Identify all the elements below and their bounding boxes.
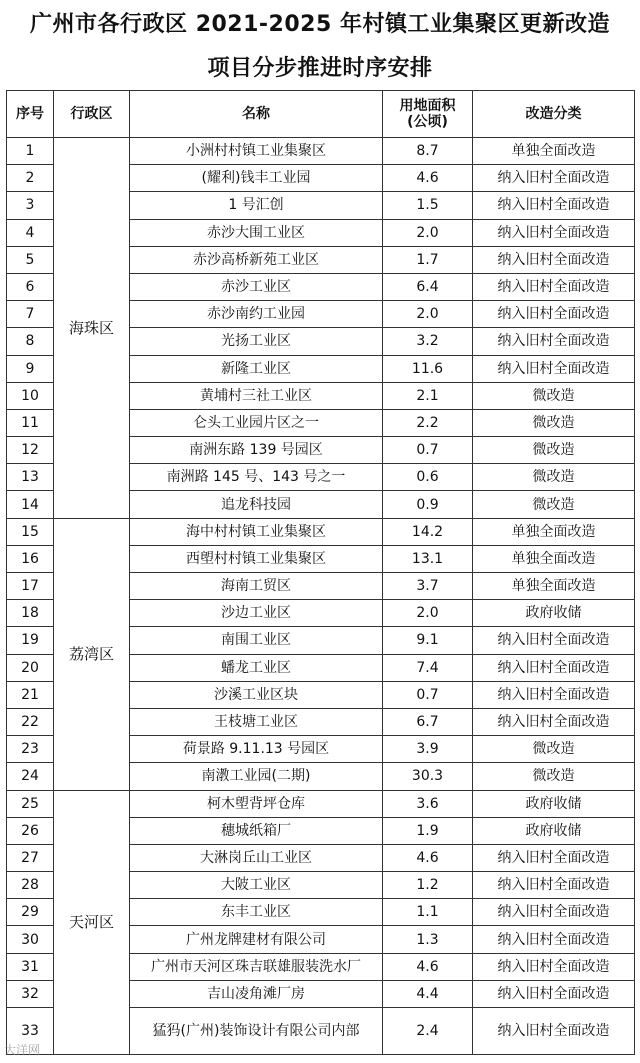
cell-category: 纳入旧村全面改造	[473, 872, 635, 899]
cell-area: 0.6	[383, 464, 473, 491]
cell-district: 海珠区	[54, 138, 130, 519]
cell-area: 6.4	[383, 273, 473, 300]
cell-seq: 1	[7, 138, 54, 165]
cell-seq: 14	[7, 491, 54, 518]
cell-seq: 25	[7, 790, 54, 817]
cell-area: 3.7	[383, 573, 473, 600]
cell-name: 追龙科技园	[130, 491, 383, 518]
cell-area: 4.6	[383, 844, 473, 871]
cell-category: 单独全面改造	[473, 545, 635, 572]
cell-area: 11.6	[383, 355, 473, 382]
cell-seq: 11	[7, 409, 54, 436]
cell-area: 0.7	[383, 681, 473, 708]
cell-category: 纳入旧村全面改造	[473, 1008, 635, 1055]
header-category: 改造分类	[473, 91, 635, 138]
schedule-table	[6, 90, 635, 1055]
cell-category: 纳入旧村全面改造	[473, 165, 635, 192]
cell-category: 纳入旧村全面改造	[473, 273, 635, 300]
cell-seq: 7	[7, 301, 54, 328]
cell-seq: 20	[7, 654, 54, 681]
cell-seq: 17	[7, 573, 54, 600]
cell-name: 赤沙南约工业园	[130, 301, 383, 328]
cell-area: 1.3	[383, 926, 473, 953]
cell-category: 纳入旧村全面改造	[473, 192, 635, 219]
watermark: 大洋网	[4, 1043, 41, 1057]
cell-seq: 18	[7, 600, 54, 627]
cell-area: 1.2	[383, 872, 473, 899]
cell-area: 30.3	[383, 763, 473, 790]
cell-category: 微改造	[473, 382, 635, 409]
cell-seq: 21	[7, 681, 54, 708]
cell-area: 4.6	[383, 953, 473, 980]
table-row	[7, 518, 635, 545]
cell-category: 微改造	[473, 437, 635, 464]
cell-name: 东丰工业区	[130, 899, 383, 926]
cell-district: 天河区	[54, 790, 130, 1055]
cell-area: 13.1	[383, 545, 473, 572]
cell-area: 2.0	[383, 219, 473, 246]
cell-category: 纳入旧村全面改造	[473, 926, 635, 953]
cell-area: 2.0	[383, 301, 473, 328]
cell-area: 2.0	[383, 600, 473, 627]
cell-seq: 19	[7, 627, 54, 654]
cell-seq: 8	[7, 328, 54, 355]
cell-area: 3.6	[383, 790, 473, 817]
cell-category: 纳入旧村全面改造	[473, 301, 635, 328]
cell-name: 仑头工业园片区之一	[130, 409, 383, 436]
cell-category: 微改造	[473, 491, 635, 518]
cell-name: 沙边工业区	[130, 600, 383, 627]
cell-seq: 26	[7, 817, 54, 844]
cell-category: 政府收储	[473, 600, 635, 627]
cell-seq: 12	[7, 437, 54, 464]
cell-area: 9.1	[383, 627, 473, 654]
cell-area: 1.9	[383, 817, 473, 844]
cell-category: 微改造	[473, 763, 635, 790]
cell-category: 微改造	[473, 464, 635, 491]
cell-name: 西塱村村镇工业集聚区	[130, 545, 383, 572]
cell-district: 荔湾区	[54, 518, 130, 790]
cell-category: 纳入旧村全面改造	[473, 953, 635, 980]
cell-name: 南洲东路 139 号园区	[130, 437, 383, 464]
cell-seq: 22	[7, 708, 54, 735]
document-title-line2: 项目分步推进时序安排	[207, 56, 433, 81]
cell-seq: 3	[7, 192, 54, 219]
cell-name: 蟠龙工业区	[130, 654, 383, 681]
cell-category: 纳入旧村全面改造	[473, 246, 635, 273]
cell-category: 纳入旧村全面改造	[473, 980, 635, 1007]
header-district: 行政区	[54, 91, 130, 138]
cell-name: 南洲路 145 号、143 号之一	[130, 464, 383, 491]
cell-seq: 24	[7, 763, 54, 790]
cell-name: (耀利)钱丰工业园	[130, 165, 383, 192]
cell-name: 赤沙大围工业区	[130, 219, 383, 246]
cell-name: 王枝塘工业区	[130, 708, 383, 735]
cell-area: 0.9	[383, 491, 473, 518]
cell-seq: 5	[7, 246, 54, 273]
cell-name: 大陂工业区	[130, 872, 383, 899]
table-row	[7, 790, 635, 817]
cell-area: 8.7	[383, 138, 473, 165]
cell-category: 纳入旧村全面改造	[473, 654, 635, 681]
cell-seq: 33	[7, 1008, 54, 1055]
cell-name: 南漖工业园(二期)	[130, 763, 383, 790]
cell-seq: 23	[7, 736, 54, 763]
cell-category: 单独全面改造	[473, 573, 635, 600]
table-body	[7, 138, 635, 1055]
cell-category: 单独全面改造	[473, 518, 635, 545]
header-name: 名称	[130, 91, 383, 138]
cell-name: 新隆工业区	[130, 355, 383, 382]
cell-name: 海南工贸区	[130, 573, 383, 600]
cell-area: 14.2	[383, 518, 473, 545]
cell-name: 穗城纸箱厂	[130, 817, 383, 844]
cell-category: 政府收储	[473, 817, 635, 844]
cell-category: 纳入旧村全面改造	[473, 844, 635, 871]
header-area-line2: (公顷)	[407, 114, 448, 130]
cell-category: 微改造	[473, 736, 635, 763]
header-area	[383, 91, 473, 138]
cell-area: 1.5	[383, 192, 473, 219]
cell-name: 广州市天河区珠吉联雄服装洗水厂	[130, 953, 383, 980]
cell-name: 沙溪工业区块	[130, 681, 383, 708]
table-row	[7, 138, 635, 165]
cell-seq: 15	[7, 518, 54, 545]
cell-area: 1.1	[383, 899, 473, 926]
cell-name: 广州龙牌建材有限公司	[130, 926, 383, 953]
table-header-row	[7, 91, 635, 138]
cell-area: 3.2	[383, 328, 473, 355]
cell-name: 1 号汇创	[130, 192, 383, 219]
cell-area: 2.4	[383, 1008, 473, 1055]
cell-area: 3.9	[383, 736, 473, 763]
cell-category: 纳入旧村全面改造	[473, 328, 635, 355]
cell-area: 0.7	[383, 437, 473, 464]
document-title-line1: 广州市各行政区 2021-2025 年村镇工业集聚区更新改造	[30, 12, 610, 37]
cell-name: 小洲村村镇工业集聚区	[130, 138, 383, 165]
cell-name: 黄埔村三社工业区	[130, 382, 383, 409]
cell-area: 1.7	[383, 246, 473, 273]
cell-seq: 32	[7, 980, 54, 1007]
cell-seq: 30	[7, 926, 54, 953]
cell-area: 2.1	[383, 382, 473, 409]
cell-category: 纳入旧村全面改造	[473, 219, 635, 246]
cell-category: 微改造	[473, 409, 635, 436]
cell-category: 政府收储	[473, 790, 635, 817]
cell-area: 4.4	[383, 980, 473, 1007]
cell-category: 纳入旧村全面改造	[473, 708, 635, 735]
cell-area: 6.7	[383, 708, 473, 735]
cell-area: 2.2	[383, 409, 473, 436]
cell-name: 赤沙高桥新苑工业区	[130, 246, 383, 273]
cell-seq: 9	[7, 355, 54, 382]
cell-name: 海中村村镇工业集聚区	[130, 518, 383, 545]
cell-area: 7.4	[383, 654, 473, 681]
cell-category: 纳入旧村全面改造	[473, 899, 635, 926]
cell-category: 单独全面改造	[473, 138, 635, 165]
cell-seq: 2	[7, 165, 54, 192]
cell-name: 南围工业区	[130, 627, 383, 654]
cell-seq: 4	[7, 219, 54, 246]
cell-seq: 10	[7, 382, 54, 409]
header-seq: 序号	[7, 91, 54, 138]
cell-seq: 28	[7, 872, 54, 899]
cell-name: 赤沙工业区	[130, 273, 383, 300]
cell-seq: 16	[7, 545, 54, 572]
cell-category: 纳入旧村全面改造	[473, 681, 635, 708]
cell-name: 猛犸(广州)装饰设计有限公司内部	[130, 1008, 383, 1055]
header-area-line1: 用地面积	[399, 98, 456, 114]
cell-name: 柯木塱背坪仓库	[130, 790, 383, 817]
cell-category: 纳入旧村全面改造	[473, 355, 635, 382]
cell-seq: 27	[7, 844, 54, 871]
cell-name: 荷景路 9.11.13 号园区	[130, 736, 383, 763]
cell-name: 吉山凌角滩厂房	[130, 980, 383, 1007]
cell-seq: 29	[7, 899, 54, 926]
cell-seq: 13	[7, 464, 54, 491]
cell-name: 光扬工业区	[130, 328, 383, 355]
cell-seq: 6	[7, 273, 54, 300]
cell-area: 4.6	[383, 165, 473, 192]
cell-category: 纳入旧村全面改造	[473, 627, 635, 654]
cell-seq: 31	[7, 953, 54, 980]
cell-name: 大淋岗丘山工业区	[130, 844, 383, 871]
